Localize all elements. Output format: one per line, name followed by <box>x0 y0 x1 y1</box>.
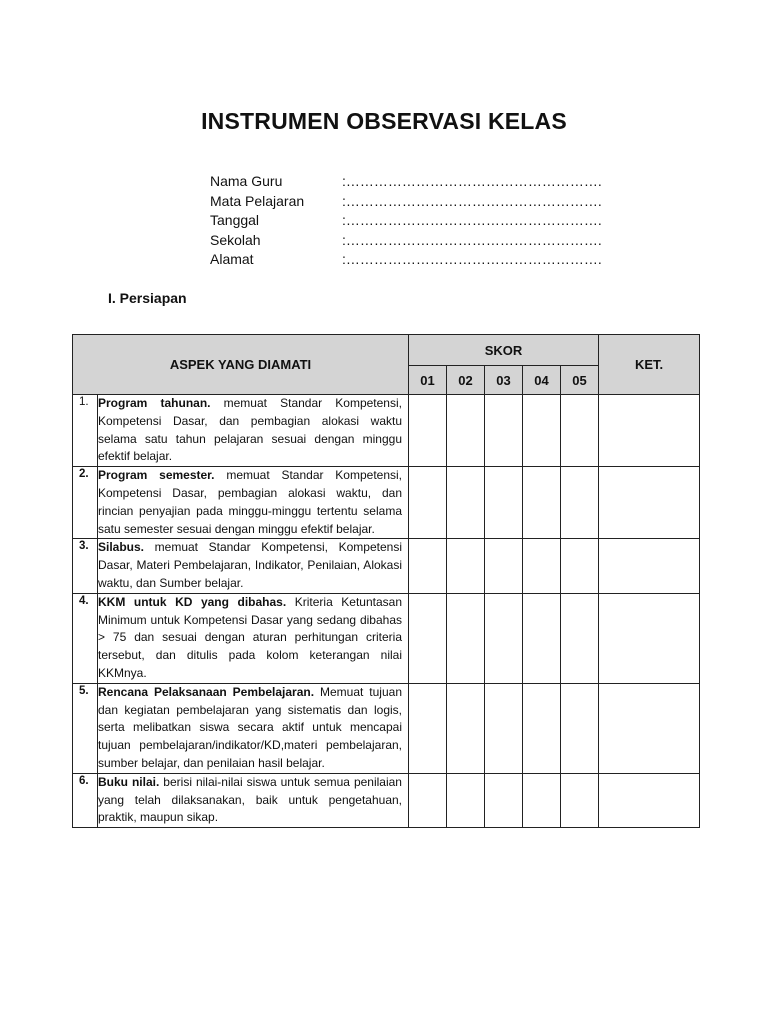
score-cell-05[interactable] <box>561 593 599 683</box>
score-cell-04[interactable] <box>523 773 561 827</box>
table-row <box>73 395 700 467</box>
info-fill-line[interactable]: :………………………………………………. <box>342 192 602 209</box>
teacher-info-block <box>210 172 602 270</box>
info-row-nama-guru <box>210 172 602 192</box>
info-row-tanggal <box>210 211 602 231</box>
score-cell-02[interactable] <box>447 593 485 683</box>
ket-cell[interactable] <box>599 395 700 467</box>
row-number: 1. <box>73 395 98 467</box>
row-aspek-text: berisi nilai-nilai siswa untuk semua penilaian yang telah dilaksanakan, baik untuk pengetahuan, praktik, maupun sikap. <box>98 774 402 825</box>
row-aspek-title: KKM untuk KD yang dibahas. <box>98 594 287 609</box>
row-aspek-text: memuat Standar Kompetensi, Kompetensi Dasar, pembagian alokasi waktu, dan rincian penyajian pada minggu-minggu tertentu selama satu semester sesuai dengan minggu efektif belajar. <box>98 468 402 536</box>
row-aspek <box>98 593 409 683</box>
score-cell-05[interactable] <box>561 467 599 539</box>
row-aspek-title: Program semester. <box>98 468 215 483</box>
header-skor-02: 02 <box>447 366 485 395</box>
ket-cell[interactable] <box>599 773 700 827</box>
row-number: 6. <box>73 773 98 827</box>
page-title: INSTRUMEN OBSERVASI KELAS <box>201 108 567 134</box>
row-aspek-text: Memuat tujuan dan kegiatan pembelajaran yang sistematis dan logis, serta melibatkan siswa secara aktif untuk mencapai tujuan pembelajaran/indikator/KD,materi pembelajaran, sumber belajar, dan penilaian hasil belajar. <box>98 684 402 770</box>
score-cell-04[interactable] <box>523 683 561 773</box>
row-aspek <box>98 395 409 467</box>
header-skor: SKOR <box>409 335 599 366</box>
score-cell-03[interactable] <box>485 395 523 467</box>
score-cell-02[interactable] <box>447 467 485 539</box>
header-skor-01: 01 <box>409 366 447 395</box>
row-aspek-title: Silabus. <box>98 540 145 555</box>
info-fill-line[interactable]: :………………………………………………. <box>342 173 602 189</box>
score-cell-02[interactable] <box>447 539 485 593</box>
header-skor-04: 04 <box>523 366 561 395</box>
score-cell-03[interactable] <box>485 593 523 683</box>
row-aspek-text: memuat Standar Kompetensi, Kompetensi Dasar, Materi Pembelajaran, Indikator, Penilaian, Alokasi waktu, dan Sumber belajar. <box>98 540 402 590</box>
score-cell-01[interactable] <box>409 593 447 683</box>
section-heading: I. Persiapan <box>108 290 187 306</box>
table-row <box>73 773 700 827</box>
row-number: 4. <box>73 593 98 683</box>
info-label: Sekolah <box>210 231 261 248</box>
info-label: Alamat <box>210 251 254 268</box>
info-row-alamat <box>210 250 602 270</box>
row-aspek-title: Program tahunan. <box>98 396 211 410</box>
score-cell-05[interactable] <box>561 395 599 467</box>
score-cell-02[interactable] <box>447 395 485 467</box>
ket-cell[interactable] <box>599 539 700 593</box>
header-skor-03: 03 <box>485 366 523 395</box>
row-number: 5. <box>73 683 98 773</box>
info-fill-line[interactable]: :………………………………………………. <box>342 251 602 268</box>
info-row-sekolah <box>210 231 602 251</box>
table-row <box>73 593 700 683</box>
score-cell-02[interactable] <box>447 773 485 827</box>
row-number: 3. <box>73 539 98 593</box>
score-cell-03[interactable] <box>485 683 523 773</box>
score-cell-03[interactable] <box>485 539 523 593</box>
score-cell-01[interactable] <box>409 467 447 539</box>
info-label: Mata Pelajaran <box>210 192 305 209</box>
row-aspek-title: Rencana Pelaksanaan Pembelajaran. <box>98 684 315 699</box>
score-cell-03[interactable] <box>485 773 523 827</box>
score-cell-04[interactable] <box>523 539 561 593</box>
table-row <box>73 683 700 773</box>
info-label: Nama Guru <box>210 173 283 189</box>
row-aspek <box>98 683 409 773</box>
ket-cell[interactable] <box>599 467 700 539</box>
score-cell-01[interactable] <box>409 395 447 467</box>
row-number: 2. <box>73 467 98 539</box>
row-aspek <box>98 773 409 827</box>
score-cell-01[interactable] <box>409 683 447 773</box>
score-cell-05[interactable] <box>561 773 599 827</box>
info-label: Tanggal <box>210 212 260 229</box>
score-cell-01[interactable] <box>409 773 447 827</box>
score-cell-04[interactable] <box>523 593 561 683</box>
row-aspek-text: memuat Standar Kompetensi, Kompetensi Dasar, dan pembagian alokasi waktu selama satu tahun pelajaran sesuai dengan minggu efektif belajar. <box>98 396 402 464</box>
ket-cell[interactable] <box>599 593 700 683</box>
table-row <box>73 467 700 539</box>
table-row <box>73 539 700 593</box>
ket-cell[interactable] <box>599 683 700 773</box>
observation-table <box>72 334 700 828</box>
row-aspek <box>98 467 409 539</box>
score-cell-03[interactable] <box>485 467 523 539</box>
header-aspek: ASPEK YANG DIAMATI <box>73 335 409 395</box>
row-aspek-title: Buku nilai. <box>98 774 160 789</box>
score-cell-04[interactable] <box>523 395 561 467</box>
info-fill-line[interactable]: :………………………………………………. <box>342 231 602 248</box>
header-skor-05: 05 <box>561 366 599 395</box>
score-cell-05[interactable] <box>561 539 599 593</box>
info-row-mata-pelajaran <box>210 192 602 212</box>
score-cell-01[interactable] <box>409 539 447 593</box>
row-aspek <box>98 539 409 593</box>
score-cell-02[interactable] <box>447 683 485 773</box>
info-fill-line[interactable]: :………………………………………………. <box>342 212 602 229</box>
header-ket: KET. <box>599 335 700 395</box>
score-cell-05[interactable] <box>561 683 599 773</box>
score-cell-04[interactable] <box>523 467 561 539</box>
row-aspek-text: Kriteria Ketuntasan Minimum untuk Kompetensi Dasar yang sedang dibahas > 75 dan sesuai dengan aturan perhitungan criteria tersebut, dan ditulis pada kolom keterangan nilai KKMnya. <box>98 594 402 680</box>
